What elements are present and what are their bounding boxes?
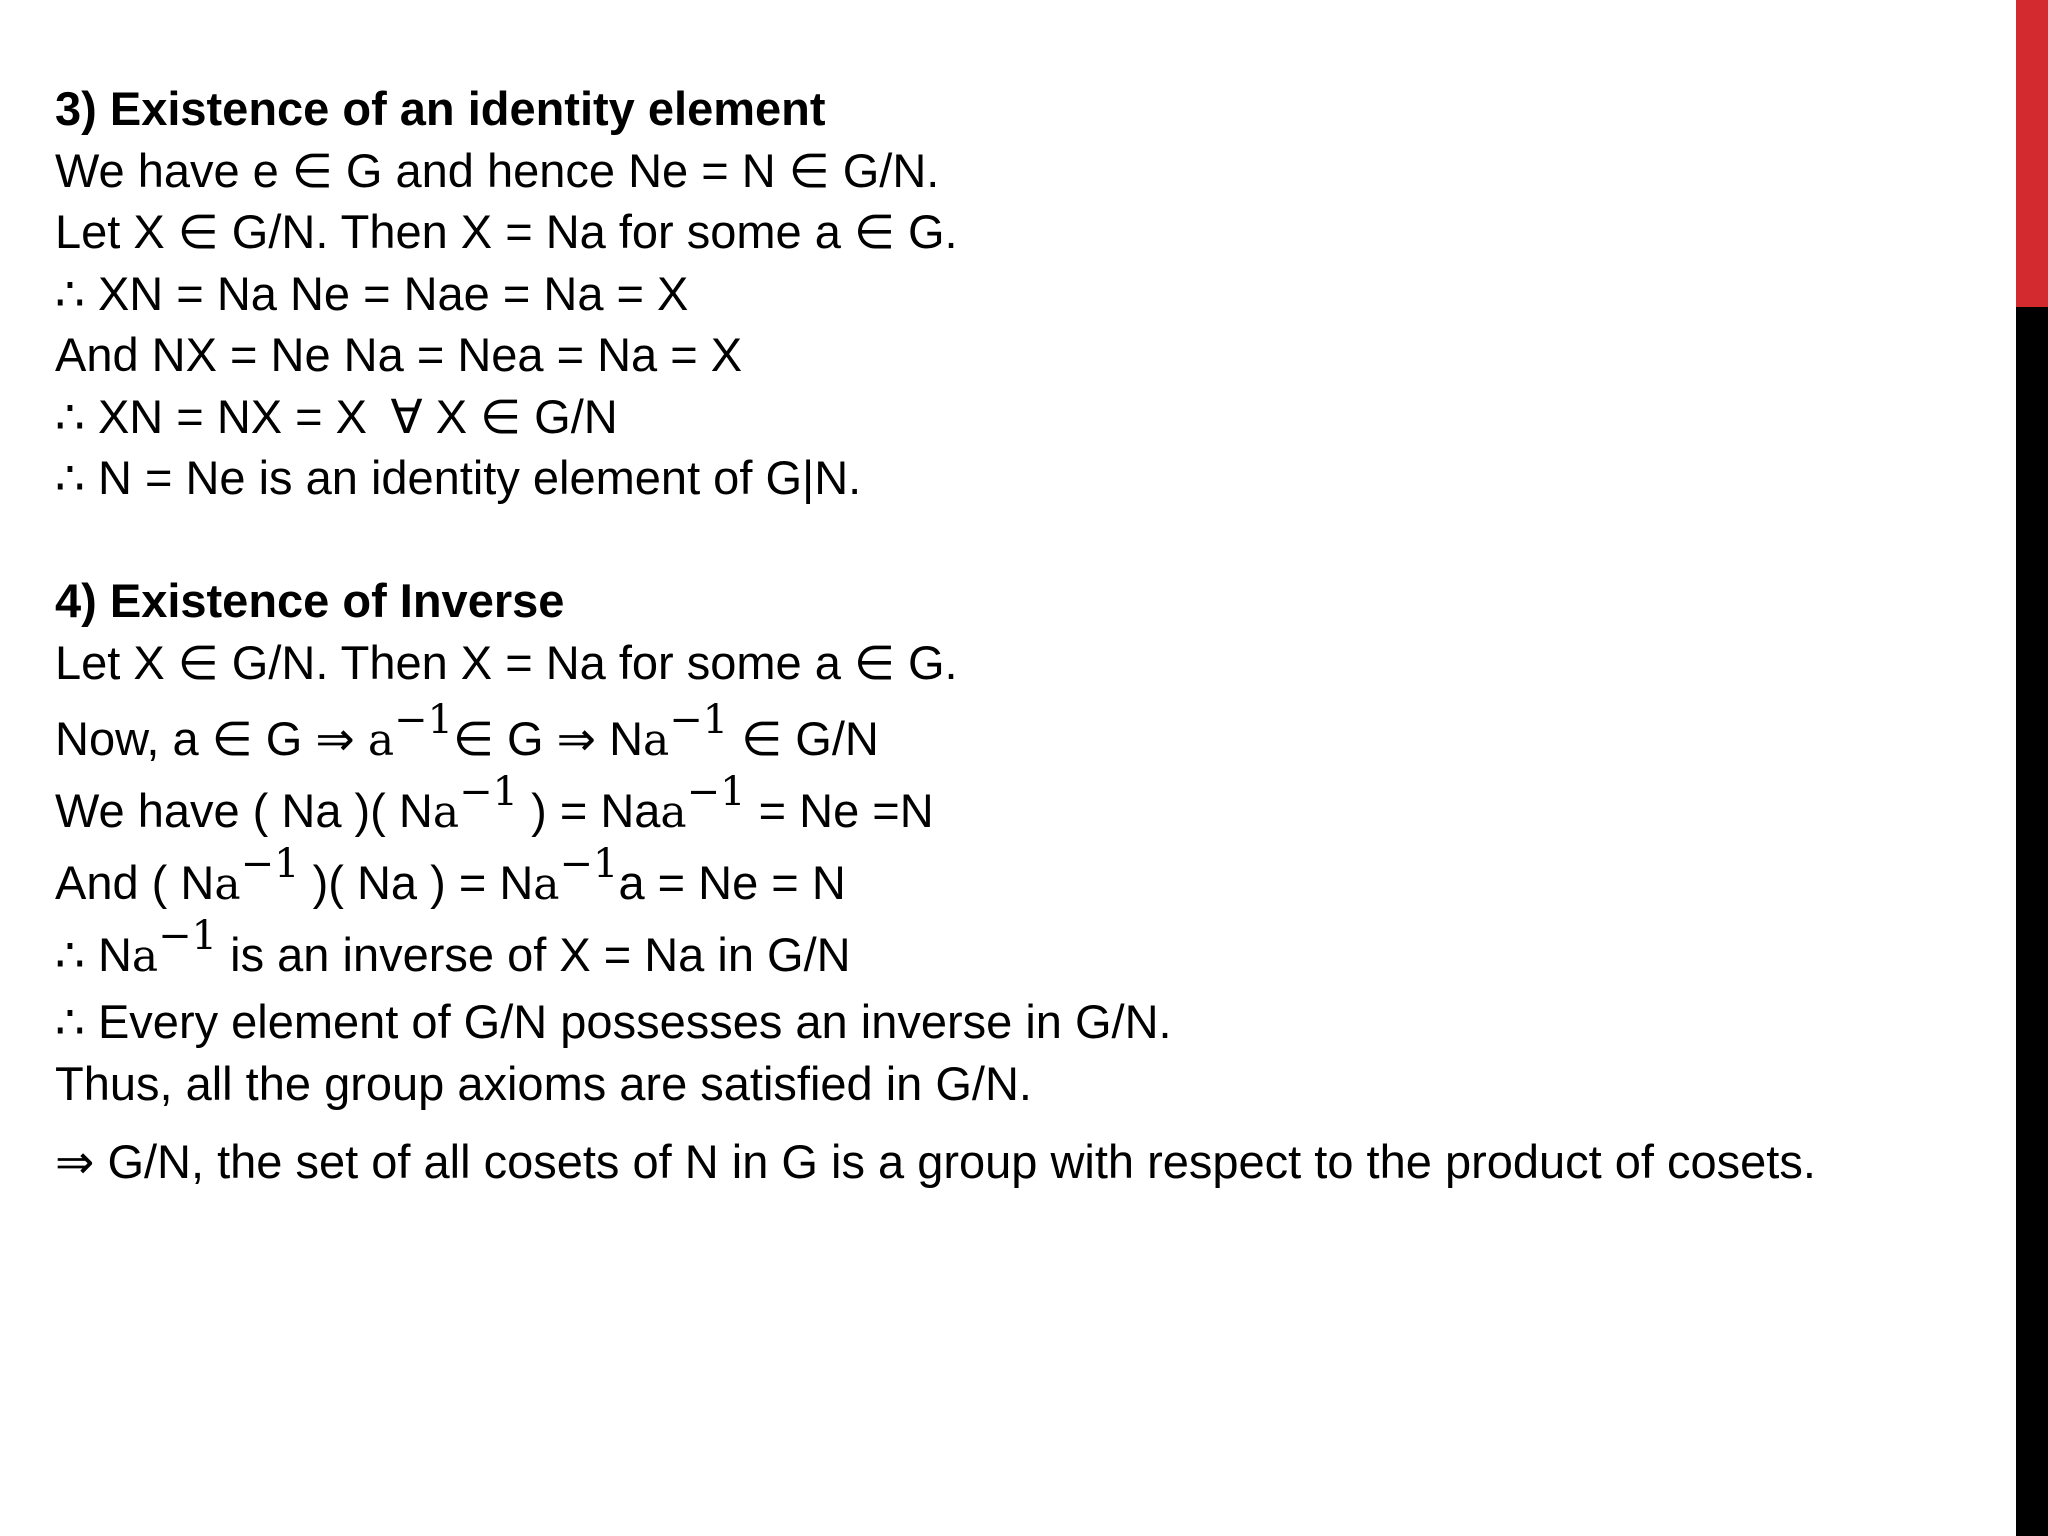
section-3-line-5-b: ∀ X ∈ G/N bbox=[390, 389, 618, 443]
section-4-line-wehave: We have ( Na )( $Na^{-1}$ ) = Naa$^{-1}$ = Ne =N bbox=[55, 769, 934, 838]
section-3-line-4: And NX = Ne Na = Nea = Na = X bbox=[55, 328, 743, 381]
section-4-heading: 4) Existence of Inverse bbox=[55, 574, 565, 627]
section-3-line-1: We have e ∈ G and hence Ne = N ∈ G/N. bbox=[55, 143, 940, 197]
spacer bbox=[55, 509, 2005, 571]
slide-content bbox=[55, 78, 2005, 1198]
section-4-line-every: ∴ Every element of G/N possesses an inverse in G/N. bbox=[55, 995, 1172, 1048]
section-4-line-therefore: ∴ $Na^{-1}$ is an inverse of X = Na in G/N bbox=[55, 913, 851, 982]
conclusion: ⇒ G/N, the set of all cosets of N in G is a group with respect to the product of cosets. bbox=[55, 1135, 1816, 1188]
section-4-line-now: Now, a ∈ G ⇒ $a^{-1}\in$ G ⇒ $Na^{-1}$ ∈ G/N bbox=[55, 697, 879, 766]
section-3-line-6: ∴ N = Ne is an identity element of G|N. bbox=[55, 451, 862, 504]
accent-bar-red bbox=[2016, 0, 2048, 307]
section-3-line-2: Let X ∈ G/N. Then X = Na for some a ∈ G. bbox=[55, 205, 958, 258]
section-3-heading: 3) Existence of an identity element bbox=[55, 82, 826, 135]
section-3-line-5 bbox=[55, 386, 2005, 448]
accent-bar-black bbox=[2016, 307, 2048, 1536]
section-4-line-thus: Thus, all the group axioms are satisfied in G/N. bbox=[55, 1056, 1032, 1110]
section-4-line-1: Let X ∈ G/N. Then X = Na for some a ∈ G. bbox=[55, 635, 958, 689]
section-3-line-3: ∴ XN = Na Ne = Nae = Na = X bbox=[55, 266, 689, 320]
section-4-line-and: And ( $Na^{-1}$ )( Na ) = $Na^{-1}a = Ne = N$ bbox=[55, 841, 846, 910]
section-3-line-5-a: ∴ XN = NX = X bbox=[55, 389, 368, 443]
